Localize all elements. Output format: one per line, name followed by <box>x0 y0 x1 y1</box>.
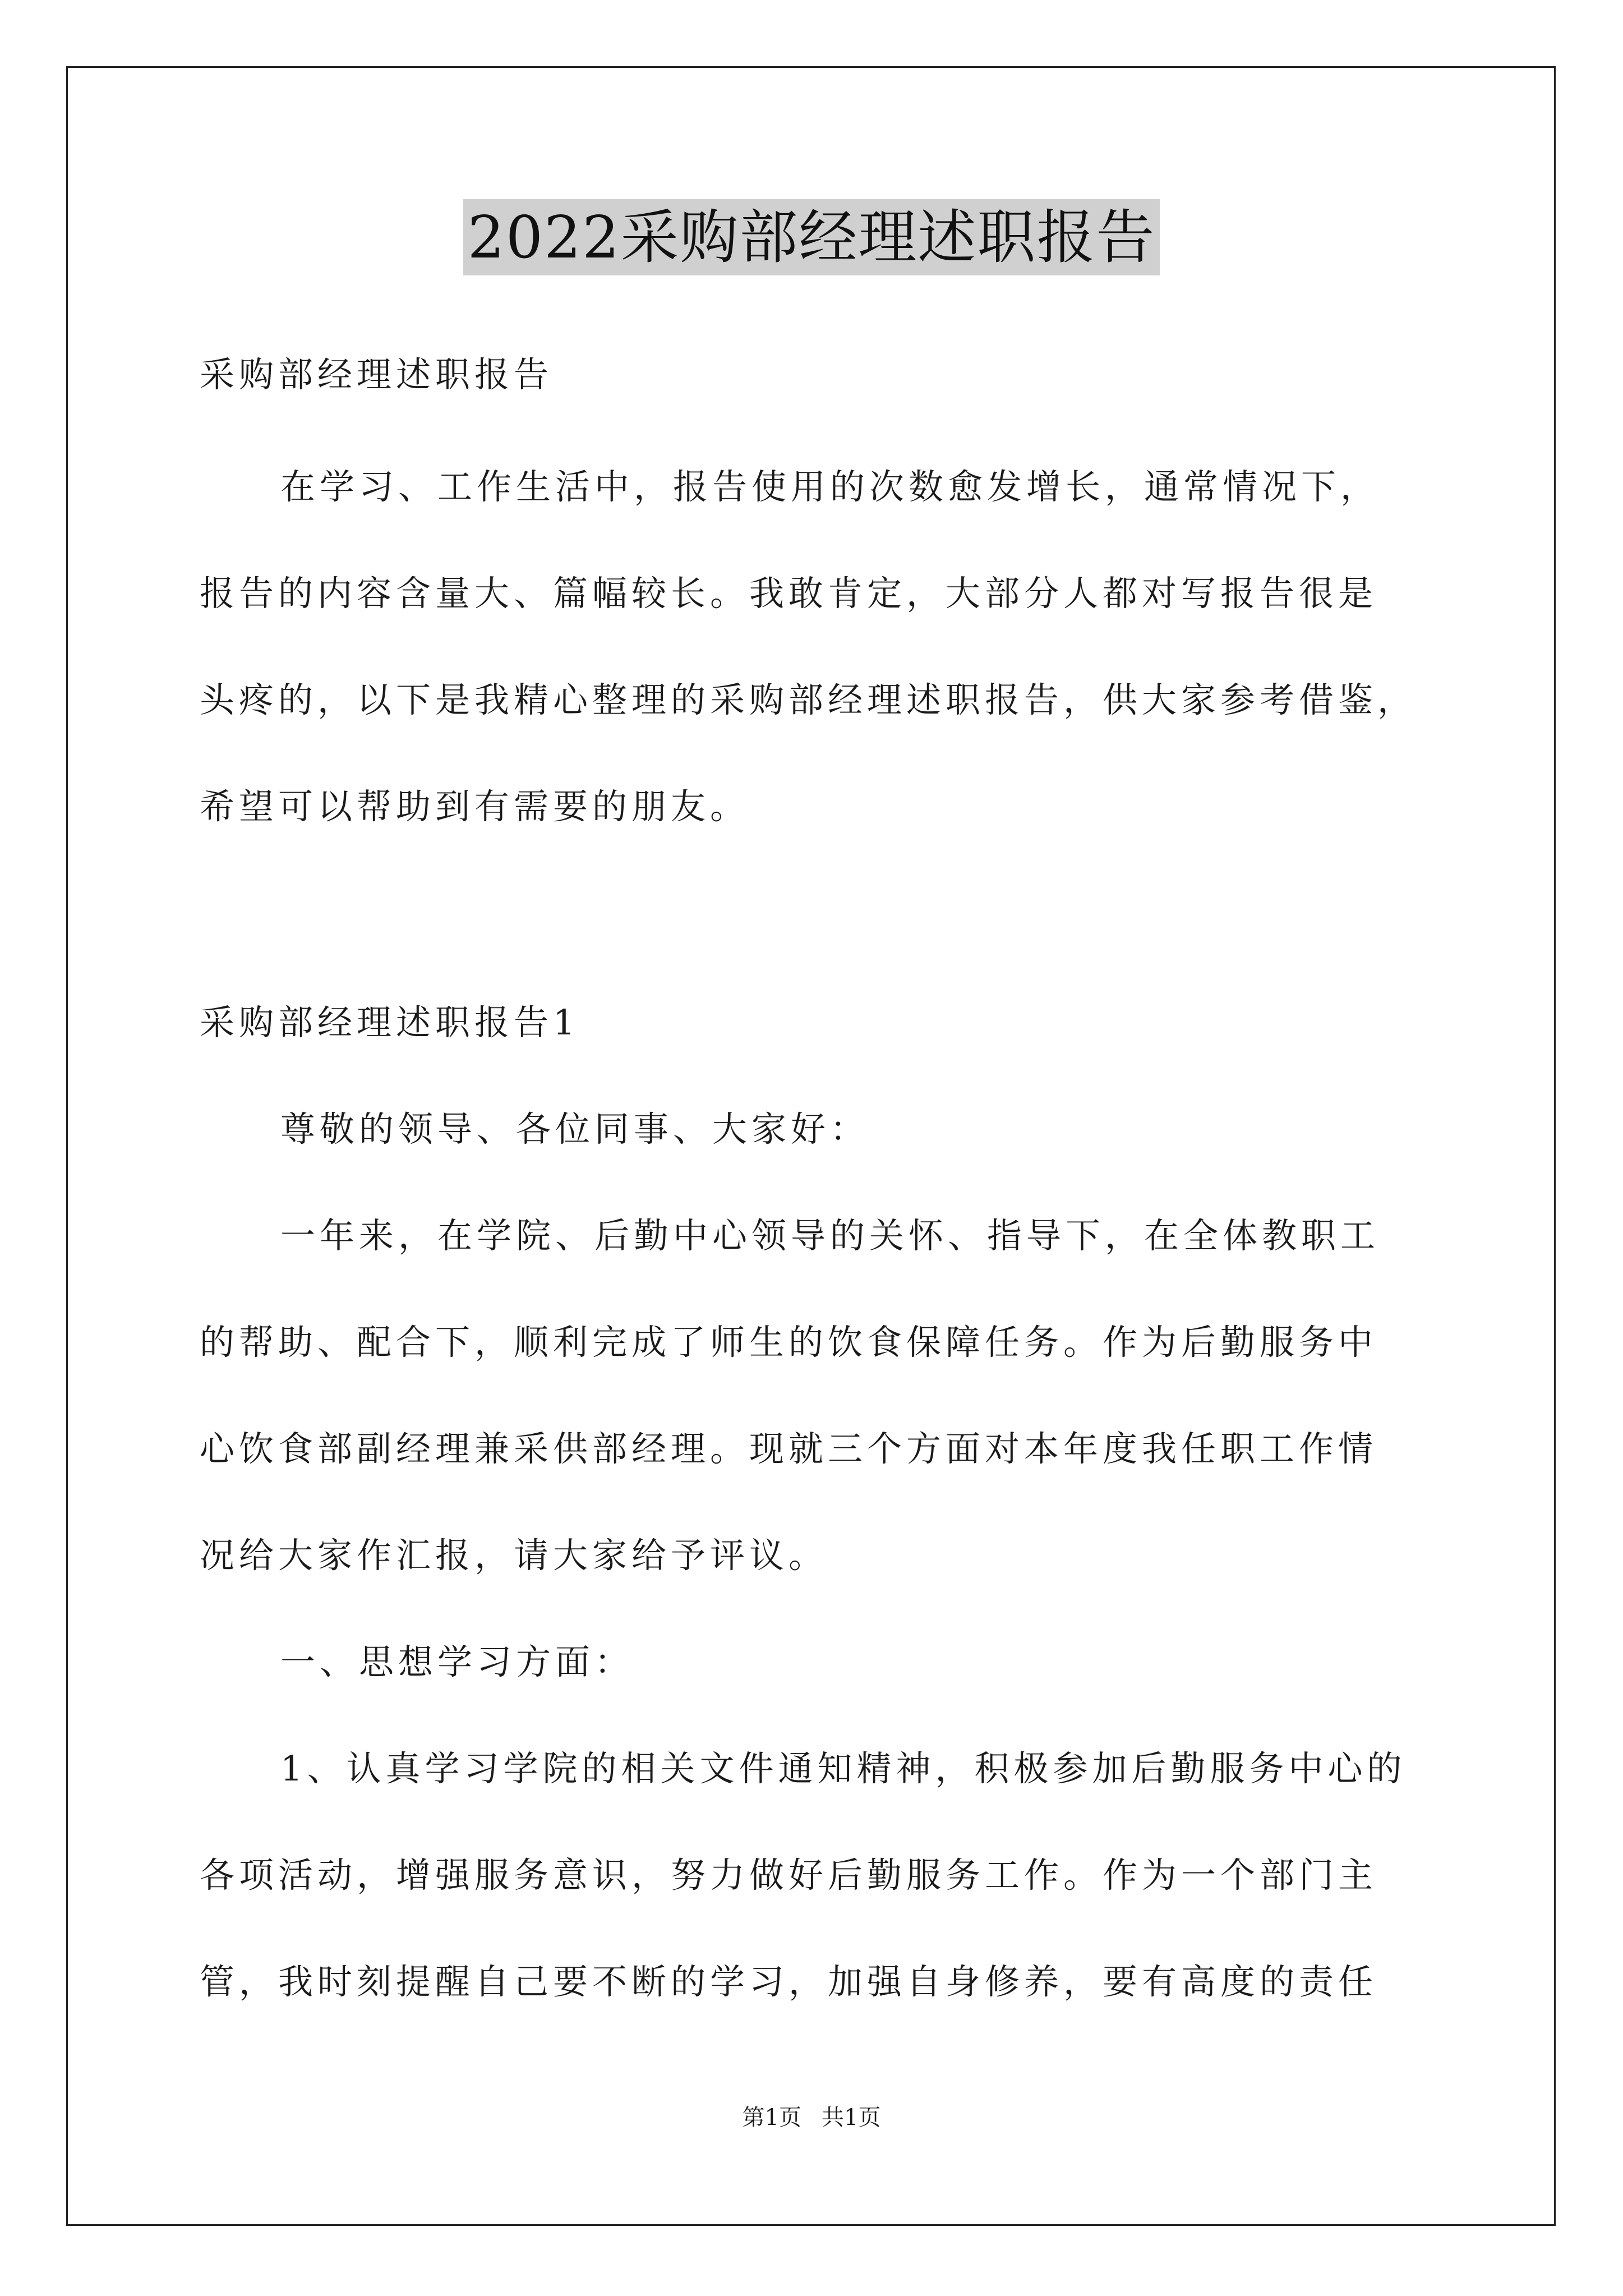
section-heading: 采购部经理述职报告1 <box>200 1002 580 1043</box>
paragraph-line: 各项活动，增强服务意识，努力做好后勤服务工作。作为一个部门主 <box>200 1855 1378 1895</box>
title-container <box>0 199 1623 275</box>
paragraph-line: 在学习、工作生活中，报告使用的次数愈发增长，通常情况下， <box>280 466 1380 507</box>
page-footer <box>0 2104 1623 2132</box>
page-number: 第1页 <box>742 2105 801 2131</box>
paragraph-line: 头疼的，以下是我精心整理的采购部经理述职报告，供大家参考借鉴， <box>200 679 1417 720</box>
paragraph-line: 尊敬的领导、各位同事、大家好： <box>280 1108 870 1149</box>
subtitle-line: 采购部经理述职报告 <box>200 354 554 395</box>
document-title: 2022采购部经理述职报告 <box>463 199 1160 275</box>
paragraph-line: 报告的内容含量大、篇幅较长。我敢肯定，大部分人都对写报告很是 <box>200 573 1378 614</box>
paragraph-line: 一、思想学习方面： <box>280 1641 634 1682</box>
paragraph-line: 希望可以帮助到有需要的朋友。 <box>200 786 750 827</box>
paragraph-line: 况给大家作汇报，请大家给予评议。 <box>200 1535 828 1576</box>
paragraph-line: 1、认真学习学院的相关文件通知精神，积极参加后勤服务中心的 <box>280 1748 1407 1789</box>
paragraph-line: 一年来，在学院、后勤中心领导的关怀、指导下，在全体教职工 <box>280 1215 1380 1256</box>
paragraph-line: 管，我时刻提醒自己要不断的学习，加强自身修养，要有高度的责任 <box>200 1961 1378 2002</box>
paragraph-line: 心饮食部副经理兼采供部经理。现就三个方面对本年度我任职工作情 <box>200 1428 1378 1469</box>
page-total: 共1页 <box>822 2105 881 2131</box>
paragraph-line: 的帮助、配合下，顺利完成了师生的饮食保障任务。作为后勤服务中 <box>200 1322 1378 1363</box>
